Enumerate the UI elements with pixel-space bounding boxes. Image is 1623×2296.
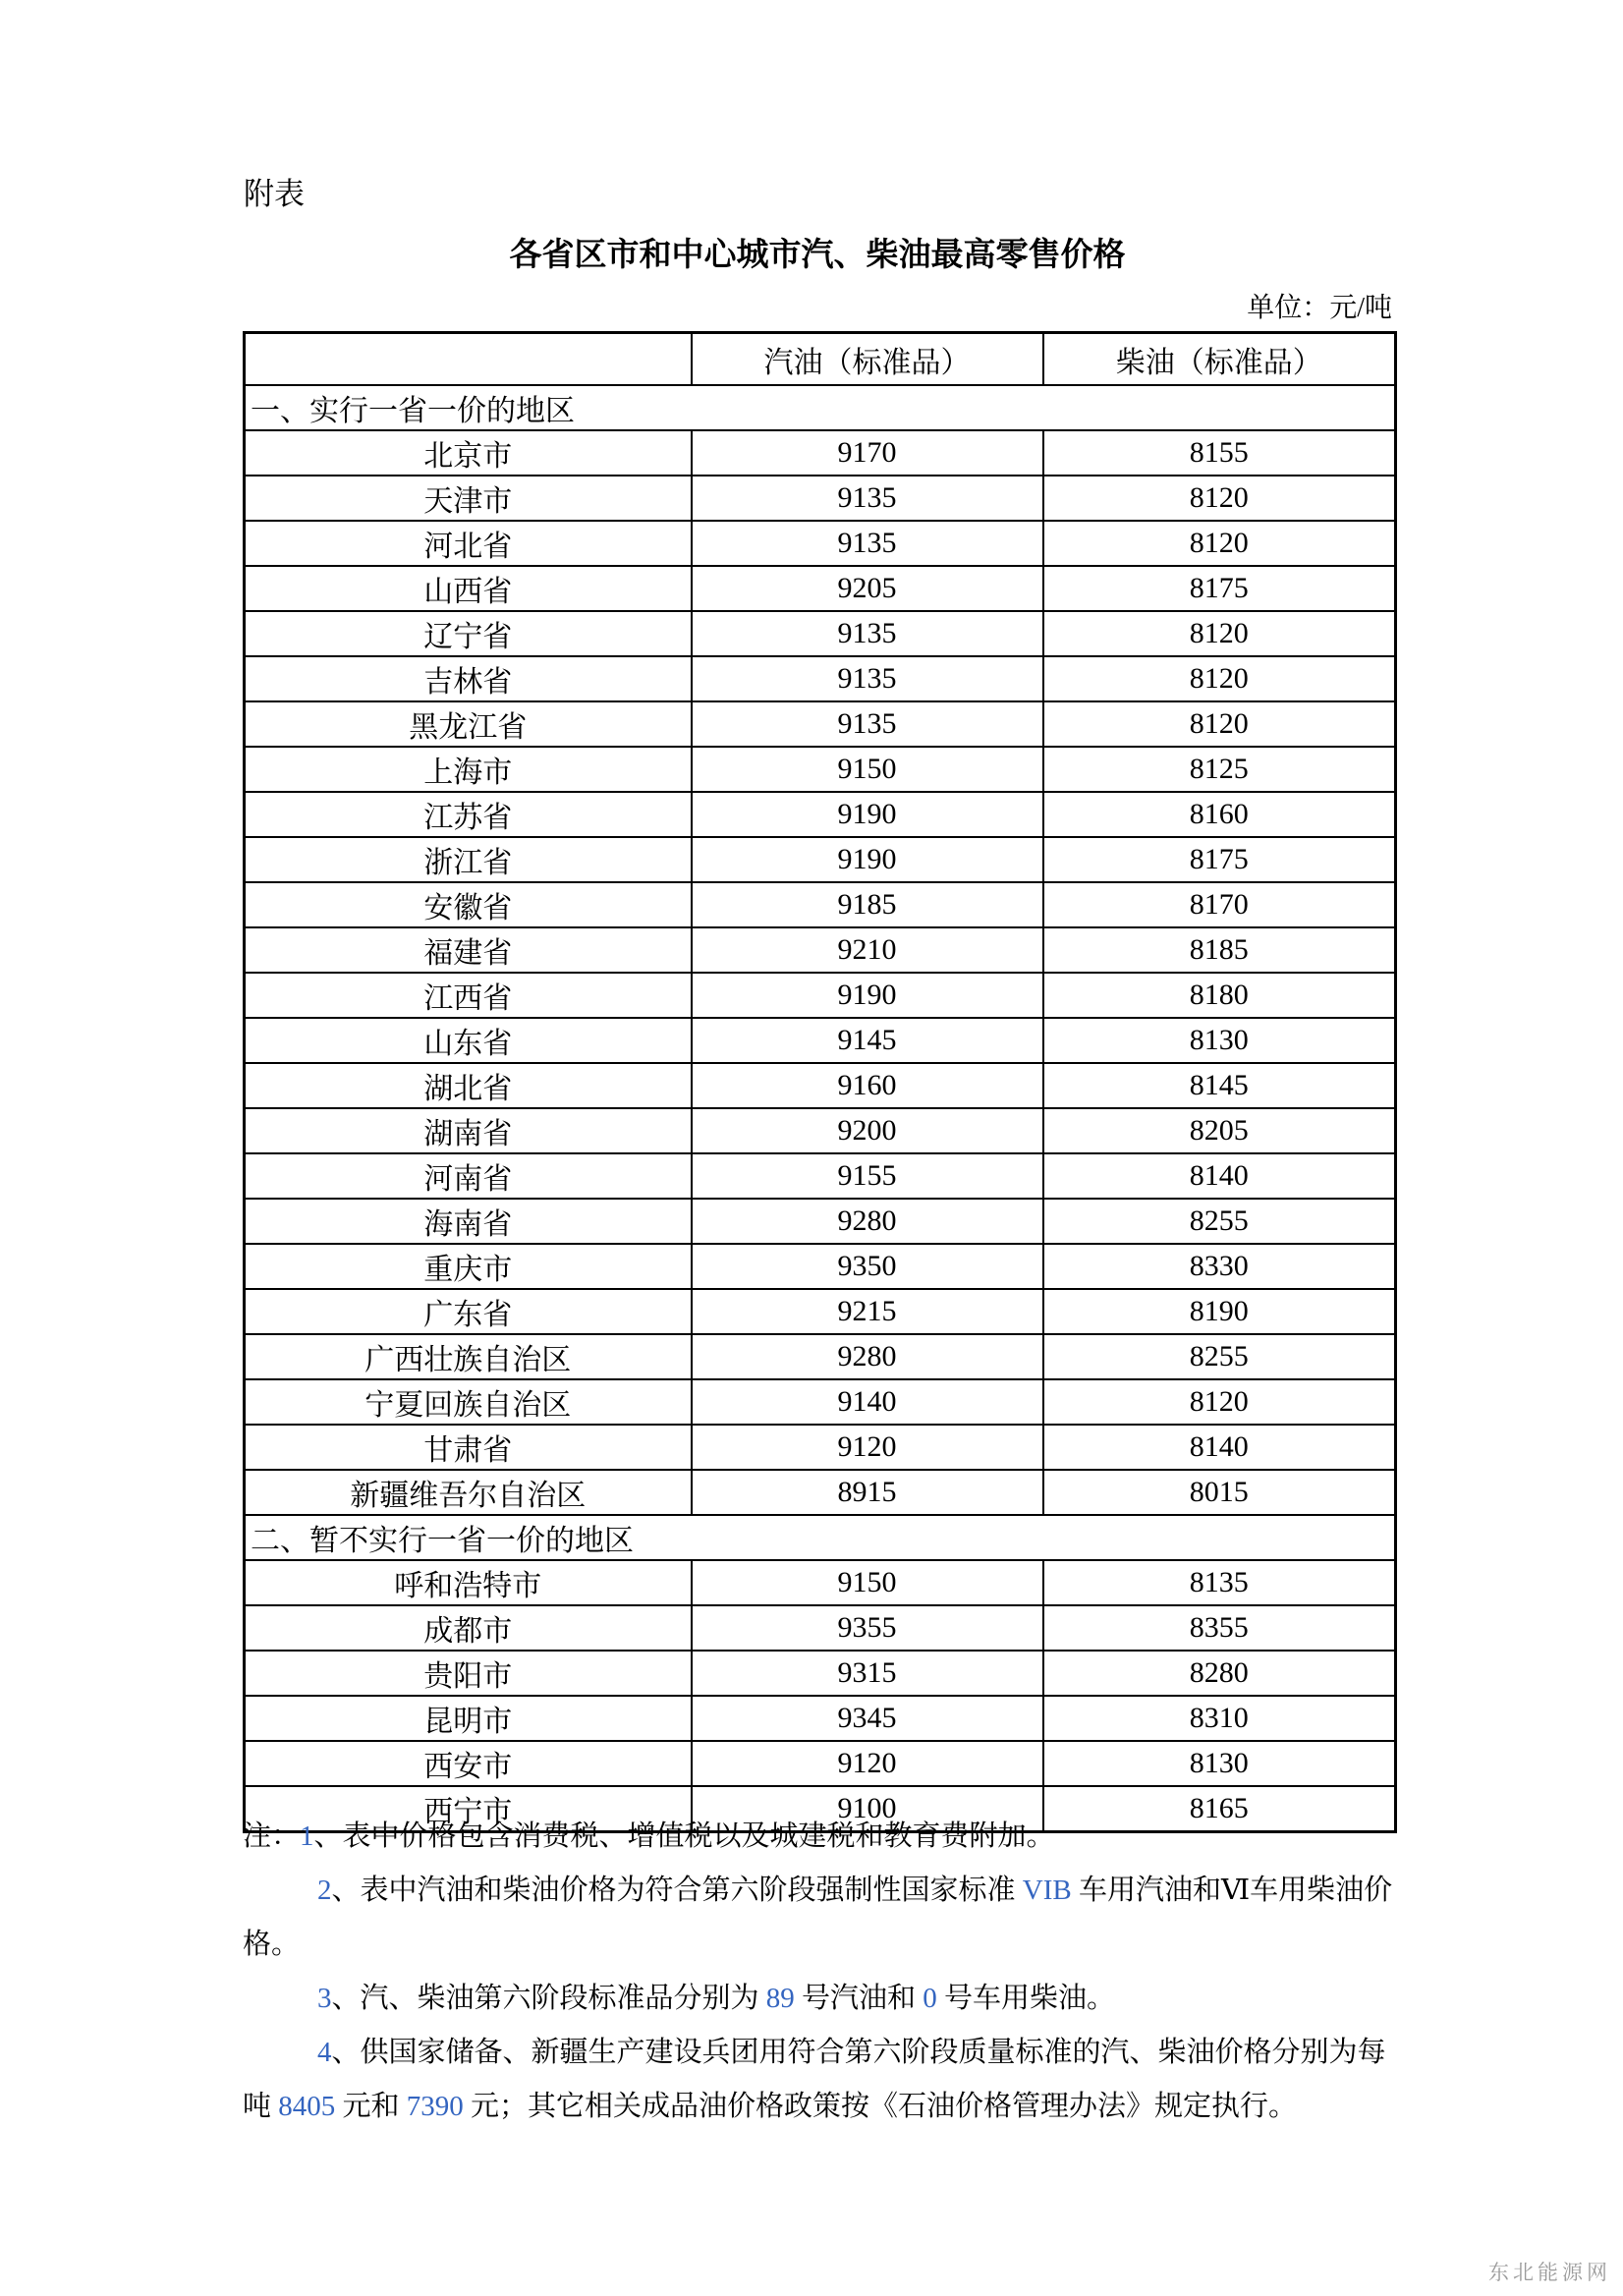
gasoline-price-cell: 9350	[692, 1244, 1043, 1289]
table-row	[245, 611, 1396, 656]
note-highlight: 7390	[406, 2091, 464, 2122]
region-cell: 河南省	[245, 1153, 692, 1199]
diesel-price-cell: 8155	[1043, 430, 1396, 476]
table-row	[245, 1741, 1396, 1786]
gasoline-price-cell: 9355	[692, 1605, 1043, 1651]
note-2	[243, 1864, 1400, 1972]
region-cell: 西宁市	[245, 1786, 692, 1832]
gasoline-price-cell: 9210	[692, 927, 1043, 973]
diesel-price-cell: 8205	[1043, 1108, 1396, 1153]
table-row	[245, 1425, 1396, 1470]
region-cell: 湖北省	[245, 1063, 692, 1108]
diesel-price-cell: 8120	[1043, 611, 1396, 656]
region-cell: 新疆维吾尔自治区	[245, 1470, 692, 1515]
attachment-label: 附表	[244, 177, 305, 211]
gasoline-price-cell: 9150	[692, 1560, 1043, 1605]
table-row	[245, 837, 1396, 882]
watermark: 东北能源网	[1488, 2262, 1611, 2284]
gasoline-column-header: 汽油（标准品）	[692, 333, 1043, 386]
region-cell: 安徽省	[245, 882, 692, 927]
gasoline-price-cell: 9140	[692, 1379, 1043, 1425]
diesel-price-cell: 8120	[1043, 656, 1396, 701]
note-1	[243, 1810, 1400, 1864]
region-cell: 甘肃省	[245, 1425, 692, 1470]
diesel-price-cell: 8310	[1043, 1696, 1396, 1741]
notes-block	[243, 1810, 1400, 2134]
gasoline-price-cell: 9135	[692, 656, 1043, 701]
table-row	[245, 1244, 1396, 1289]
diesel-price-cell: 8125	[1043, 747, 1396, 792]
gasoline-price-cell: 9215	[692, 1289, 1043, 1334]
table-row	[245, 701, 1396, 747]
price-table	[243, 331, 1397, 1833]
note-highlight: 89	[765, 1983, 795, 2014]
region-cell: 辽宁省	[245, 611, 692, 656]
table-row	[245, 882, 1396, 927]
table-row	[245, 1018, 1396, 1063]
region-cell: 湖南省	[245, 1108, 692, 1153]
gasoline-price-cell: 9190	[692, 973, 1043, 1018]
region-cell: 上海市	[245, 747, 692, 792]
region-cell: 黑龙江省	[245, 701, 692, 747]
note-text: 、汽、柴油第六阶段标准品分别为	[331, 1983, 766, 2014]
section-header-row	[245, 1515, 1396, 1560]
table-row	[245, 1199, 1396, 1244]
diesel-price-cell: 8330	[1043, 1244, 1396, 1289]
table-header-row	[245, 333, 1396, 386]
gasoline-price-cell: 9200	[692, 1108, 1043, 1153]
section-header-row	[245, 385, 1396, 430]
region-cell: 福建省	[245, 927, 692, 973]
table-row	[245, 927, 1396, 973]
note-highlight: 8405	[278, 2091, 336, 2122]
note-text: 注：	[243, 1820, 301, 1852]
note-4	[243, 2026, 1400, 2134]
table-row	[245, 1379, 1396, 1425]
region-cell: 宁夏回族自治区	[245, 1379, 692, 1425]
table-row	[245, 973, 1396, 1018]
gasoline-price-cell: 9170	[692, 430, 1043, 476]
region-cell: 江西省	[245, 973, 692, 1018]
note-text: 元；其它相关成品油价格政策按《石油价格管理办法》规定执行。	[463, 2091, 1298, 2122]
note-text: 号车用柴油。	[936, 1983, 1116, 2014]
table-row	[245, 1696, 1396, 1741]
diesel-price-cell: 8355	[1043, 1605, 1396, 1651]
table-row	[245, 1651, 1396, 1696]
diesel-price-cell: 8175	[1043, 837, 1396, 882]
gasoline-price-cell: 9135	[692, 521, 1043, 566]
region-cell: 河北省	[245, 521, 692, 566]
note-3	[243, 1972, 1400, 2026]
region-cell: 西安市	[245, 1741, 692, 1786]
region-cell: 成都市	[245, 1605, 692, 1651]
table-row	[245, 1470, 1396, 1515]
table-row	[245, 747, 1396, 792]
region-cell: 贵阳市	[245, 1651, 692, 1696]
gasoline-price-cell: 9190	[692, 837, 1043, 882]
diesel-price-cell: 8190	[1043, 1289, 1396, 1334]
gasoline-price-cell: 9150	[692, 747, 1043, 792]
diesel-price-cell: 8165	[1043, 1786, 1396, 1832]
table-row	[245, 476, 1396, 521]
diesel-price-cell: 8180	[1043, 973, 1396, 1018]
note-text: 、表中价格包含消费税、增值税以及城建税和教育费附加。	[313, 1820, 1055, 1852]
note-text: 号汽油和	[794, 1983, 923, 2014]
diesel-column-header: 柴油（标准品）	[1043, 333, 1396, 386]
gasoline-price-cell: 9155	[692, 1153, 1043, 1199]
gasoline-price-cell: 9280	[692, 1199, 1043, 1244]
table-row	[245, 792, 1396, 837]
note-highlight: 0	[923, 1983, 937, 2014]
gasoline-price-cell: 9145	[692, 1018, 1043, 1063]
gasoline-price-cell: 9345	[692, 1696, 1043, 1741]
region-cell: 北京市	[245, 430, 692, 476]
diesel-price-cell: 8175	[1043, 566, 1396, 611]
note-text: 车用汽油和Ⅵ车用柴油价格。	[243, 1875, 1393, 1960]
region-cell: 广东省	[245, 1289, 692, 1334]
table-row	[245, 521, 1396, 566]
region-cell: 广西壮族自治区	[245, 1334, 692, 1379]
table-row	[245, 1334, 1396, 1379]
diesel-price-cell: 8255	[1043, 1334, 1396, 1379]
diesel-price-cell: 8255	[1043, 1199, 1396, 1244]
region-cell: 吉林省	[245, 656, 692, 701]
gasoline-price-cell: 9315	[692, 1651, 1043, 1696]
page-title: 各省区市和中心城市汽、柴油最高零售价格	[509, 238, 1126, 273]
gasoline-price-cell: 9160	[692, 1063, 1043, 1108]
region-cell: 海南省	[245, 1199, 692, 1244]
table-row	[245, 1605, 1396, 1651]
gasoline-price-cell: 9135	[692, 701, 1043, 747]
diesel-price-cell: 8015	[1043, 1470, 1396, 1515]
region-cell: 呼和浩特市	[245, 1560, 692, 1605]
note-text: 元和	[335, 2091, 407, 2122]
gasoline-price-cell: 9185	[692, 882, 1043, 927]
region-cell: 山西省	[245, 566, 692, 611]
table-row	[245, 1063, 1396, 1108]
diesel-price-cell: 8140	[1043, 1425, 1396, 1470]
diesel-price-cell: 8120	[1043, 1379, 1396, 1425]
table-row	[245, 430, 1396, 476]
table-row	[245, 656, 1396, 701]
diesel-price-cell: 8130	[1043, 1741, 1396, 1786]
gasoline-price-cell: 9100	[692, 1786, 1043, 1832]
note-highlight: 2	[317, 1875, 332, 1906]
table-row	[245, 1153, 1396, 1199]
unit-label: 单位：元/吨	[1247, 293, 1392, 323]
table-row	[245, 1560, 1396, 1605]
note-highlight: 3	[317, 1983, 332, 2014]
gasoline-price-cell: 9280	[692, 1334, 1043, 1379]
region-cell: 江苏省	[245, 792, 692, 837]
gasoline-price-cell: 9190	[692, 792, 1043, 837]
gasoline-price-cell: 9120	[692, 1741, 1043, 1786]
note-highlight: VIB	[1022, 1875, 1072, 1906]
diesel-price-cell: 8120	[1043, 521, 1396, 566]
region-cell: 天津市	[245, 476, 692, 521]
diesel-price-cell: 8140	[1043, 1153, 1396, 1199]
table-row	[245, 566, 1396, 611]
section-header-cell: 二、暂不实行一省一价的地区	[245, 1515, 1396, 1560]
region-cell: 浙江省	[245, 837, 692, 882]
diesel-price-cell: 8280	[1043, 1651, 1396, 1696]
diesel-price-cell: 8120	[1043, 701, 1396, 747]
table-row	[245, 1108, 1396, 1153]
diesel-price-cell: 8160	[1043, 792, 1396, 837]
region-cell: 山东省	[245, 1018, 692, 1063]
note-text: 、表中汽油和柴油价格为符合第六阶段强制性国家标准	[331, 1875, 1023, 1906]
note-text: 、供国家储备、新疆生产建设兵团用符合第六阶段质量标准的汽、柴油价格分别为每吨	[243, 2037, 1386, 2122]
section-header-cell: 一、实行一省一价的地区	[245, 385, 1396, 430]
gasoline-price-cell: 9120	[692, 1425, 1043, 1470]
diesel-price-cell: 8120	[1043, 476, 1396, 521]
note-highlight: 4	[317, 2037, 332, 2068]
region-column-header	[245, 333, 692, 386]
gasoline-price-cell: 8915	[692, 1470, 1043, 1515]
diesel-price-cell: 8145	[1043, 1063, 1396, 1108]
gasoline-price-cell: 9205	[692, 566, 1043, 611]
gasoline-price-cell: 9135	[692, 611, 1043, 656]
diesel-price-cell: 8130	[1043, 1018, 1396, 1063]
gasoline-price-cell: 9135	[692, 476, 1043, 521]
table-row	[245, 1289, 1396, 1334]
note-highlight: 1	[300, 1820, 314, 1852]
diesel-price-cell: 8170	[1043, 882, 1396, 927]
diesel-price-cell: 8185	[1043, 927, 1396, 973]
diesel-price-cell: 8135	[1043, 1560, 1396, 1605]
region-cell: 重庆市	[245, 1244, 692, 1289]
region-cell: 昆明市	[245, 1696, 692, 1741]
